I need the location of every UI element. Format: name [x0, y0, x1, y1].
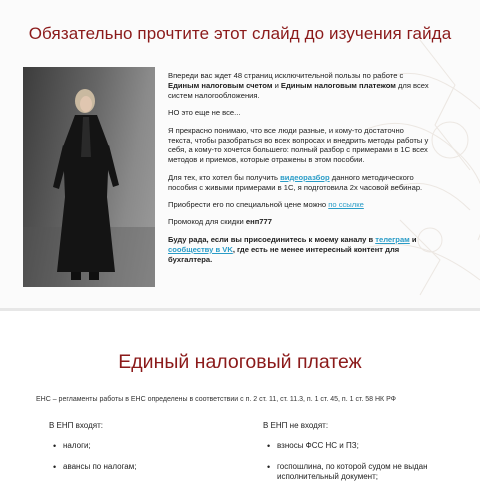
excluded-column — [263, 421, 473, 493]
included-column — [49, 421, 229, 483]
slide-title: Обязательно прочтите этот слайд до изучения гайда — [28, 24, 452, 43]
excluded-heading: В ЕНП не входят: — [263, 421, 329, 430]
paragraph-webinar: Для тех, кто хотел бы получить видеоразбор данного методического пособия с живыми примерами в 1С, я подготовила 2х часовой вебинар. — [168, 172, 423, 192]
vk-community-link[interactable]: сообществу в VK — [168, 244, 233, 254]
list-item: • госпошлина, по которой судом не выдан исполнительный документ; — [263, 462, 473, 482]
paragraph-understanding: Я прекрасно понимаю, что все люди разные, и кому-то достаточно текста, чтобы разобраться во всех вопросах и внедрить методы работы у себя, а кому-то хочется большего: полный разбор с примерами в 1С всех методов и приемов, которые отражены в этом пособии. — [168, 125, 429, 165]
regulations-text: ЕНС – регламенты работы в ЕНС определены в соответствии с п. 2 ст. 11, ст. 11.3, п. 1 ст. 45, п. 1 ст. 58 НК РФ — [36, 396, 396, 403]
paragraph-more: НО это еще не все... — [168, 108, 241, 118]
author-photo — [23, 67, 155, 287]
video-review-link[interactable]: видеоразбор — [280, 172, 330, 182]
list-item: • взносы ФСС НС и ПЗ; — [263, 441, 473, 451]
paragraph-intro: Впереди вас ждет 48 страниц исключительной пользы по работе с Единым налоговым счетом и Единым налоговым платежом для всех систем налогообложения. — [168, 71, 429, 100]
paragraph-purchase: Приобрести его по специальной цене можно по ссылке — [168, 200, 364, 210]
list-item: • авансы по налогам; — [49, 462, 229, 472]
telegram-link[interactable]: телеграм — [375, 234, 410, 244]
included-heading: В ЕНП входят: — [49, 421, 103, 430]
promo-code: енп777 — [245, 217, 272, 227]
enp-title: Единый налоговый платеж — [118, 351, 362, 373]
intro-text — [168, 71, 430, 272]
list-item: • налоги; — [49, 441, 229, 451]
paragraph-promo: Промокод для скидки енп777 — [168, 217, 272, 227]
enp-slide — [0, 311, 480, 480]
paragraph-channel: Буду рада, если вы присоединитесь к моему каналу в телеграм и сообществу в VK, где есть не менее интересный контент для бухгалтера. — [168, 234, 417, 264]
purchase-link[interactable]: по ссылке — [328, 200, 364, 210]
